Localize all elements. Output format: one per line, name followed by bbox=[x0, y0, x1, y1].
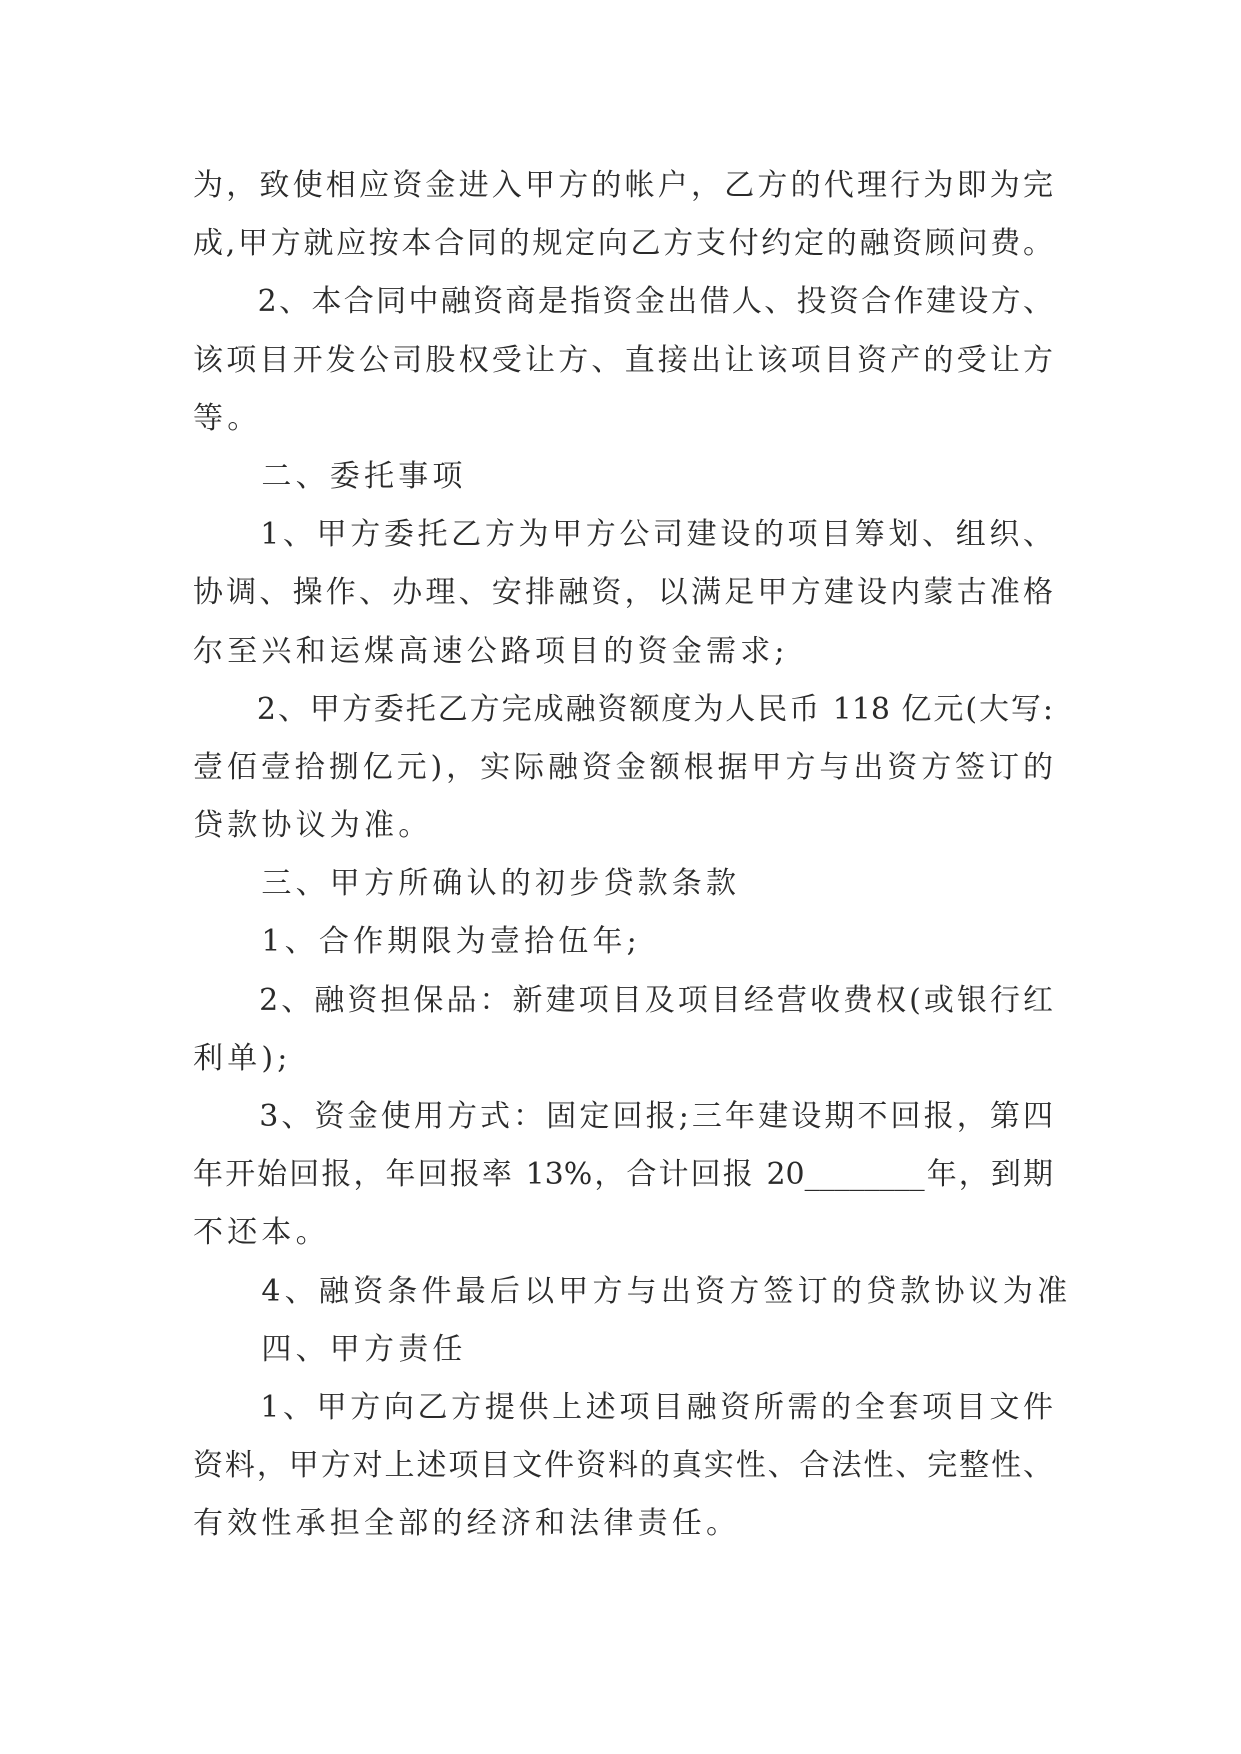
text-line: 不还本。 bbox=[193, 1215, 330, 1251]
text-line: 1、甲方委托乙方为甲方公司建设的项目筹划、组织、 bbox=[193, 517, 1053, 553]
text-line: 2、甲方委托乙方完成融资额度为人民币 118 亿元(大写: bbox=[193, 691, 1053, 727]
text-line: 2、本合同中融资商是指资金出借人、投资合作建设方、 bbox=[193, 284, 1053, 320]
text-line: 有效性承担全部的经济和法律责任。 bbox=[193, 1506, 741, 1542]
document-body bbox=[193, 157, 1072, 1554]
text-line: 尔至兴和运煤高速公路项目的资金需求; bbox=[193, 633, 789, 669]
text-line: 4、融资条件最后以甲方与出资方签订的贷款协议为准 bbox=[193, 1273, 1072, 1309]
text-line: 贷款协议为准。 bbox=[193, 808, 433, 844]
text-line: 为，致使相应资金进入甲方的帐户，乙方的代理行为即为完 bbox=[193, 168, 1053, 203]
text-line: 协调、操作、办理、安排融资，以满足甲方建设内蒙古准格 bbox=[193, 575, 1053, 611]
text-line: 3、资金使用方式：固定回报;三年建设期不回报，第四 bbox=[193, 1099, 1053, 1134]
text-line: 二、委托事项 bbox=[193, 458, 467, 494]
text-line: 2、融资担保品：新建项目及项目经营收费权(或银行红 bbox=[193, 982, 1053, 1018]
text-line: 1、合作期限为壹拾伍年; bbox=[193, 924, 641, 960]
text-line: 四、甲方责任 bbox=[193, 1331, 467, 1367]
text-line: 利单); bbox=[193, 1040, 292, 1076]
text-line: 成,甲方就应按本合同的规定向乙方支付约定的融资顾问费。 bbox=[193, 226, 1053, 262]
text-line: 年开始回报，年回报率 13%，合计回报 20________年，到期 bbox=[193, 1157, 1053, 1193]
text-line: 壹佰壹拾捌亿元)，实际融资金额根据甲方与出资方签订的 bbox=[193, 749, 1053, 785]
text-line: 三、甲方所确认的初步贷款条款 bbox=[193, 866, 741, 902]
text-line: 资料，甲方对上述项目文件资料的真实性、合法性、完整性、 bbox=[193, 1448, 1053, 1484]
text-line: 等。 bbox=[193, 400, 262, 436]
text-line: 该项目开发公司股权受让方、直接出让该项目资产的受让方 bbox=[193, 342, 1053, 378]
text-line: 1、甲方向乙方提供上述项目融资所需的全套项目文件 bbox=[193, 1389, 1053, 1425]
